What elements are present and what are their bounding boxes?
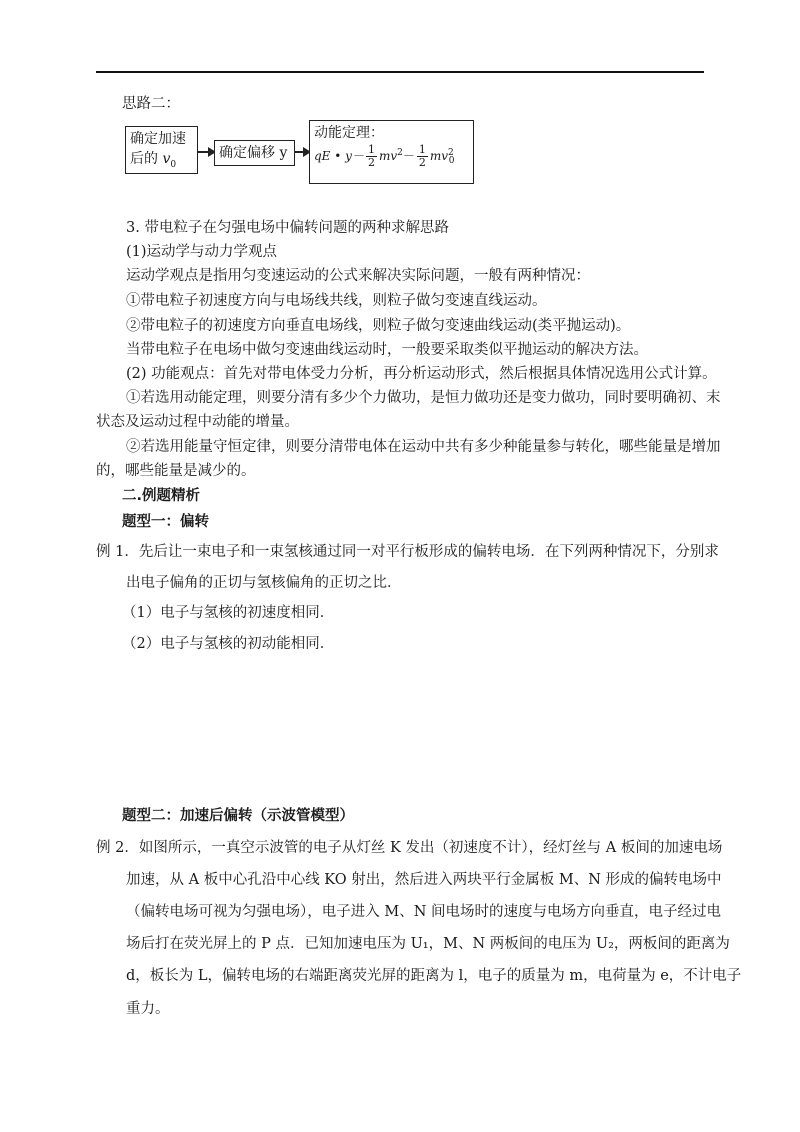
flow-box-energy [309, 120, 474, 184]
p3-1c: ②带电粒子的初速度方向垂直电场线，则粒子做匀变速曲线运动(类平抛运动)。 [126, 318, 631, 334]
flow-box-velocity [125, 126, 198, 174]
flow-arrow-2 [295, 151, 309, 153]
example1-question1: （1）电子与氢核的初速度相同． [122, 605, 335, 621]
flow-arrow-1 [198, 151, 214, 153]
section-heading-examples: 二.例题精析 [122, 488, 201, 504]
example1-question2: （2）电子与氢核的初动能相同． [122, 636, 335, 652]
type1-heading: 题型一：偏转 [122, 514, 209, 530]
example2-line2: 加速，从 A 板中心孔沿中心线 KO 射出，然后进入两块平行金属板 M、N 形成的偏转电场中 [126, 872, 722, 888]
flow-box-offset: 确定偏移 y [214, 140, 295, 166]
p3-1d: 当带电粒子在电场中做匀变速曲线运动时，一般要采取类似平抛运动的解决方法。 [126, 342, 648, 358]
example2-line1: 例 2．如图所示，一真空示波管的电子从灯丝 K 发出（初速度不计），经灯丝与 A 板间的加速电场 [96, 840, 723, 856]
energy-formula: qE • y－ $\frac{1}{2}$ $mv^2-$ $\frac{1}{2}$ $mv^2_0$ [314, 143, 455, 169]
example2-line6: 重力。 [126, 1001, 170, 1017]
flow-box-velocity-line1: 确定加速 [130, 131, 186, 147]
example2-line5: d，板长为 L，偏转电场的右端距离荧光屏的距离为 l，电子的质量为 m，电荷量为 e，不计电子 [126, 968, 742, 984]
p3-2a-line2: 状态及运动过程中动能的增量。 [96, 414, 299, 430]
type2-heading: 题型二：加速后偏转（示波管模型） [122, 808, 354, 824]
energy-title: 动能定理： [314, 125, 384, 141]
example1-line2: 出电子偏角的正切与氢核偏角的正切之比． [126, 575, 402, 591]
p3-1b: ①带电粒子初速度方向与电场线共线，则粒子做匀变速直线运动。 [126, 293, 547, 309]
p3-2b-line2: 的，哪些能量是减少的。 [96, 463, 256, 479]
example2-line3: （偏转电场可视为匀强电场），电子进入 M、N 间电场时的速度与电场方向垂直，电子经过电 [126, 904, 721, 920]
example2-line4: 场后打在荧光屏上的 P 点．已知加速电压为 U₁，M、N 两板间的电压为 U₂，两板间的距离为 [126, 936, 730, 952]
p3-2a-line1: ①若选用动能定理，则要分清有多少个力做功，是恒力做功还是变力做功，同时要明确初、末 [126, 390, 721, 406]
header-rule [96, 71, 704, 73]
p3-2b-line1: ②若选用能量守恒定律，则要分清带电体在运动中共有多少种能量参与转化，哪些能量是增加 [126, 439, 721, 455]
p3: 3. 带电粒子在匀强电场中偏转问题的两种求解思路 [126, 220, 449, 236]
p3-2: (2) 功能观点：首先对带电体受力分析，再分析运动形式，然后根据具体情况选用公式计算。 [126, 366, 717, 382]
approach2-label: 思路二： [122, 96, 180, 112]
flow-box-velocity-line2: 后的 $v_0$ [130, 151, 177, 170]
example1-line1: 例 1．先后让一束电子和一束氢核通过同一对平行板形成的偏转电场．在下列两种情况下，分别求 [96, 544, 719, 560]
p3-1a: 运动学观点是指用匀变速运动的公式来解决实际问题，一般有两种情况： [126, 268, 590, 284]
p3-1: (1)运动学与动力学观点 [126, 244, 278, 260]
